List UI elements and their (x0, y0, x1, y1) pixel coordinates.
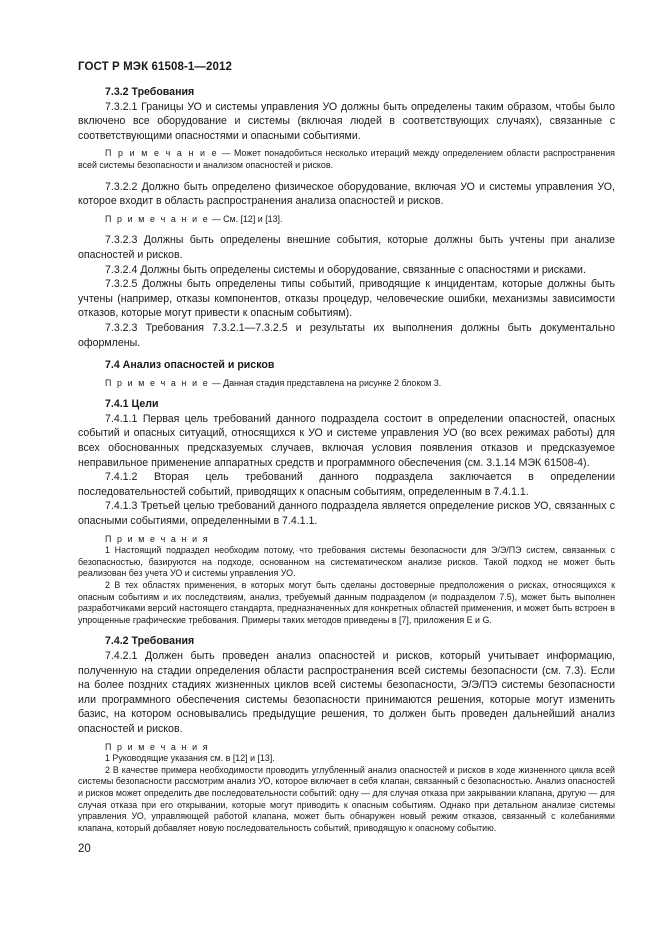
notes-label-7-4-2: П р и м е ч а н и я (105, 741, 210, 752)
section-heading-7-4-1: 7.4.1 Цели (105, 398, 159, 411)
note-7-4-1-item-2: 2 В тех областях применения, в которых могут быть сделаны достоверные предположения о рисках, относящихся к опасным событиям и их последствиям, анализ, требуемый данным подразделом (и подразделом 7.5), может быть выполнен разработчиками версий настоящего стандарта, предназначенных для конкретных областей применения, и может быть встроен в упрощенные графические требования. Примеры таких методов приведены в [7], приложения E и G. (78, 580, 615, 625)
paragraph-7-3-2-4: 7.3.2.4 Должны быть определены системы и оборудование, связанные с опасностями и рисками. (105, 263, 586, 276)
note-7-4-1-item-1: 1 Настоящий подраздел необходим потому, что требования системы безопасности для Э/Э/ПЭ систем, связанных с безопасностью, базируются на подходе, основанном на систематическом анализе рисков. Такой подход не может быть реализован без учета УО и системы управления УО. (78, 545, 615, 579)
note-text: — Может понадобиться несколько итераций между определением области распространения всей системы безопасности и анализом опасностей и рисков. (78, 148, 615, 170)
note-text: — Данная стадия представлена на рисунке 2 блоком 3. (209, 377, 442, 388)
note-7-4-2-item-2: 2 В качестве примера необходимости проводить углубленный анализ опасностей и рисков в ходе жизненного цикла всей системы безопасности рассмотрим анализ УО, которое включает в себя клапан, связанный с безопасностью. Анализ опасностей и рисков может определить две последовательности событий: одну — для случая отказа при закрывании клапана, другую — для случая отказа при его открывании, которые могут приводить к опасным событиям. Однако при детальном анализе системы управления УО, управляющей работой клапана, может быть обнаружен новый режим отказов, связанный с колебаниями клапана, который добавляет новую последовательность событий, приводящую к опасному событию. (78, 764, 615, 833)
paragraph-7-3-2-6: 7.3.2.3 Требования 7.3.2.1—7.3.2.5 и результаты их выполнения должны быть документально оформлены. (78, 321, 615, 349)
paragraph-7-4-2-1: 7.4.2.1 Должен быть проведен анализ опасностей и рисков, который учитывает информацию, полученную на стадии определения области распространения всей системы безопасности (см. 7.3). Если на более поздних стадиях жизненных циклов всей системы безопасности, Э/Э/ПЭ системы безопасности или программного обеспечения системы безопасности принимаются решения, которые могут изменить базис, на котором основывались предыдущие решения, то должен быть проведен дальнейший анализ опасностей и рисков. (78, 649, 615, 735)
note-label: П р и м е ч а н и е (105, 377, 210, 388)
note-7-4 (78, 378, 615, 390)
paragraph-7-3-2-3: 7.3.2.3 Должны быть определены внешние события, которые должны быть учтены при анализе опасностей и рисков. (78, 234, 615, 261)
document-header: ГОСТ Р МЭК 61508-1—2012 (78, 61, 232, 73)
note-7-4-2-item-1: 1 Руководящие указания см. в [12] и [13]. (105, 753, 275, 764)
paragraph-7-4-1-3: 7.4.1.3 Третьей целью требований данного подраздела является определение рисков УО, связанных с опасными событиями, определенными в 7.4.1.1. (78, 500, 615, 528)
note-label: П р и м е ч а н и е (105, 148, 219, 159)
note-label: П р и м е ч а н и е (105, 213, 210, 224)
paragraph-7-4-1-1: 7.4.1.1 Первая цель требований данного подраздела состоит в определении опасностей, опасных событий и опасных ситуаций, относящихся к УО и системе управления УО (во всех режимах работы) для всех обоснованных предсказуемых случаев, включая условия появления отказов и предсказуемое неправильное применение аппаратных средств и программного обеспечения (см. 3.1.14 МЭК 61508-4). (78, 412, 615, 469)
note-text: — См. [12] и [13]. (209, 213, 283, 224)
notes-label-7-4-1: П р и м е ч а н и я (105, 533, 210, 544)
paragraph-7-3-2-1: 7.3.2.1 Границы УО и системы управления УО должны быть определены таким образом, чтобы было включено все оборудование и системы (включая людей в соответствующих случаях), связанные с соответствующими опасностями и опасными событиями. (78, 100, 615, 142)
paragraph-7-3-2-5: 7.3.2.5 Должны быть определены типы событий, приводящие к инцидентам, которые должны быть учтены (например, отказы компонентов, отказы процедур, человеческие ошибки, механизмы зависимости отказов, которые могут привести к опасным событиям). (78, 278, 615, 320)
section-heading-7-4-2: 7.4.2 Требования (105, 635, 195, 648)
paragraph-7-3-2-2: 7.3.2.2 Должно быть определено физическое оборудование, включая УО и системы управления УО, которое входит в область распространения анализа опасностей и рисков. (78, 180, 615, 208)
paragraph-7-4-1-2: 7.4.1.2 Вторая цель требований данного подраздела заключается в определении последовательностей событий, приводящих к опасным событиям, определенным в 7.4.1.1. (78, 471, 615, 498)
note-7-3-2-1 (78, 148, 615, 171)
page-number: 20 (78, 843, 91, 855)
section-heading-7-4: 7.4 Анализ опасностей и рисков (105, 359, 275, 372)
page-content (78, 85, 615, 834)
section-heading-7-3-2: 7.3.2 Требования (105, 86, 195, 98)
note-7-3-2-2 (78, 214, 615, 226)
